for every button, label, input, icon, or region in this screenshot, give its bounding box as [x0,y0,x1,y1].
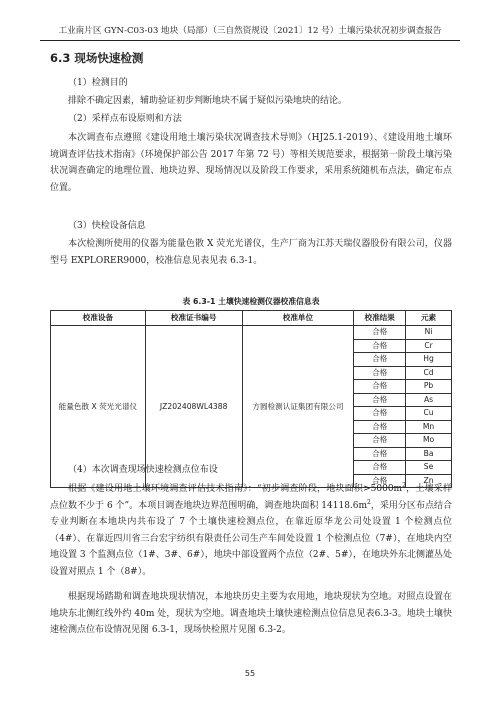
cell-result: 合格 [354,474,406,488]
table-caption: 表 6.3-1 土壤快速检测仪器校准信息表 [182,297,320,306]
cell-result: 合格 [354,393,406,407]
header-rule [40,40,460,41]
superscript: 2 [367,498,371,506]
cell-element: Cu [406,407,452,421]
cell-result: 合格 [354,339,406,353]
cell-result: 合格 [354,380,406,394]
cell-element: Ba [406,447,452,461]
running-header: 工业南片区 GYN-C03-03 地块（局部）（三自然资规设〔2021〕12 号）土壤污染状况初步调查报告 [58,26,442,36]
subheading-point-layout: （4）本次调查现场快速检测点位布设 [68,465,218,475]
paragraph-sampling-principles: 本次调查布点遵照《建设用地土壤污染状况调查技术导则》（HJ25.1-2019）、《建设用地土壤环境调查评估技术指南》（环境保护部公告 2017 年第 72 号）等相关规范要求，根据第一阶段土壤污染状况调查确定的地理位置、地块边界、现场情况以及阶段工作要求，采用系统随机布点法，确定布点位置。 [50,133,452,193]
paragraph-purpose: 排除不确定因素，辅助验证初步判断地块不属于疑似污染地块的结论。 [68,96,348,106]
page-number: 55 [244,669,256,678]
paragraph-point-layout [50,481,452,581]
cell-result: 合格 [354,326,406,340]
cell-element: Mn [406,420,452,434]
cell-result: 合格 [354,353,406,367]
superscript: 2 [402,482,406,489]
paragraph-device-info: 本次检测所使用的仪器为能量色散 X 荧光光谱仪，生产厂商为江苏天瑞仪器股份有限公司，仪器型号 EXPLORER9000，校准信息见表见表 6.3-1。 [50,239,452,266]
text-segment: ，土壤采样点位数不少于 6 个”。本项目调查地块边界范围明确，调查地块面积 14118.6m [50,484,452,511]
cell-element: As [406,393,452,407]
cell-element: Cd [406,366,452,380]
cell-element: Cr [406,339,452,353]
cell-unit: 方圆检测认证集团有限公司 [242,326,354,488]
cell-certificate: JZ202408WL4388 [145,326,242,488]
subheading-device-info: （3）快检设备信息 [68,221,146,231]
cell-element: Mo [406,434,452,448]
text-segment: ，采用分区布点结合专业判断在本地块内共布设了 7 个土壤快速检测点位，在靠近原华龙公司处设置 1 个检测点位（4#）、在靠近四川省三台宏宇纺织有限责任公司生产车间处设置 1 个检测点位（7#），在地块内空地设置 3 个监测点位（1#、3#、6#），地块中部设置两个点位（2#、5#），在地块外东北侧灌丛处设置对照点 1 个（8#）。 [50,500,452,577]
cell-element: Se [406,461,452,475]
cell-result: 合格 [354,407,406,421]
cell-device: 能量色散 X 荧光光谱仪 [51,326,146,488]
cell-element: Pb [406,380,452,394]
table-row [51,326,452,340]
paragraph-site-status: 根据现场踏勘和调查地块现状情况，本地块历史主要为农用地，地块现状为空地。对照点设置在地块东北侧红线外约 40m 处，现状为空地。调查地块土壤快速检测点位信息见表6.3-3。地块土壤快速检测点位布设情况见图 6.3-1，现场快检照片见图 6.3-2。 [50,592,452,636]
section-title: 6.3 现场快速检测 [50,51,144,65]
text-segment: 根据《建设用地土壤环境调查评估技术指南》：“初步调查阶段，地块面积>5000m [68,484,403,494]
cell-element: Hg [406,353,452,367]
cell-element: Ni [406,326,452,340]
cell-result: 合格 [354,434,406,448]
subheading-sampling-principles: （2）采样点布设原则和方法 [68,114,182,124]
header-certificate: 校准证书编号 [145,311,242,326]
cell-result: 合格 [354,447,406,461]
header-device: 校准设备 [51,311,146,326]
cell-result: 合格 [354,366,406,380]
header-element: 元素 [406,311,452,326]
cell-result: 合格 [354,461,406,475]
cell-element: Zn [406,474,452,488]
cell-result: 合格 [354,420,406,434]
table-header-row [51,311,452,326]
header-unit: 校准单位 [242,311,354,326]
subheading-purpose: （1）检测目的 [68,78,128,88]
header-result: 校准结果 [354,311,406,326]
